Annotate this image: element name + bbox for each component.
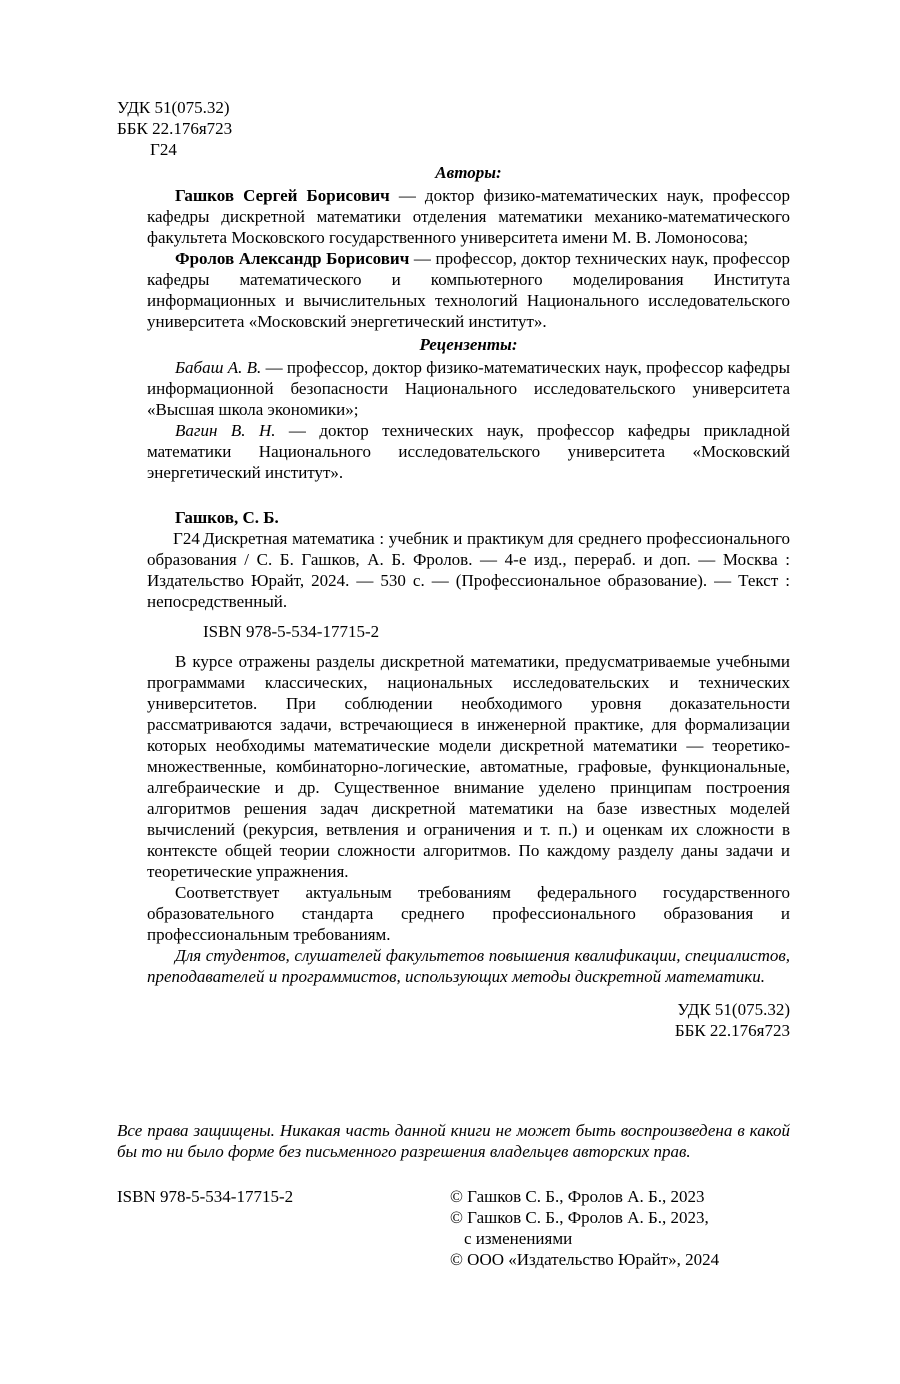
isbn-number-bottom: ISBN 978-5-534-17715-2 (117, 1187, 294, 1206)
annotation-paragraph: Соответствует актуальным требованиям федерального государственного образовательного стандарта среднего профессионального образования и профессиональным требованиям. (147, 883, 790, 944)
author-description: — доктор физико-математических наук, профессор кафедры дискретной математики отделения математики механико-математического факультета Московского государственного университета имени М. В. Ломоносова; (147, 186, 790, 247)
classification-codes (117, 97, 790, 160)
copyright-line: © ООО «Издательство Юрайт», 2024 (450, 1250, 720, 1269)
author-entry (147, 248, 790, 332)
reviewer-description: — доктор технических наук, профессор кафедры прикладной математики Национального исследовательского университета «Московский энергетический институт». (147, 421, 790, 482)
copyright-line: © Гашков С. Б., Фролов А. Б., 2023, (450, 1208, 709, 1227)
isbn-number: ISBN 978-5-534-17715-2 (203, 622, 380, 641)
reviewers-heading: Рецензенты: (419, 335, 518, 354)
bib-record-text: Дискретная математика : учебник и практикум для среднего профессионального образования / С. Б. Гашков, А. Б. Фролов. — 4-е изд., перераб. и доп. — Москва : Издательство Юрайт, 2024. — 530 с. — (Профессиональное образование). — Текст : непосредственный. (147, 529, 790, 611)
imprint-main-block (147, 162, 790, 1041)
bbk-code-bottom: ББК 22.176я723 (674, 1021, 790, 1040)
rights-notice: Все права защищены. Никакая часть данной книги не может быть воспроизведена в какой бы то ни было форме без письменного разрешения владельцев авторских прав. (117, 1121, 790, 1161)
author-name: Фролов Александр Борисович (175, 249, 410, 268)
bib-margin-code: Г24 (173, 529, 200, 548)
authors-heading: Авторы: (435, 163, 502, 182)
author-description: — профессор, доктор технических наук, профессор кафедры математического и компьютерного моделирования Института информационных и вычислительных технологий Национального исследовательского университета «Московский энергетический институт». (147, 249, 791, 331)
reviewer-entry (147, 357, 790, 420)
author-name: Гашков Сергей Борисович (175, 186, 390, 205)
classification-codes-bottom (147, 999, 790, 1041)
reviewer-name: Бабаш А. В. (175, 358, 262, 377)
bbk-code: ББК 22.176я723 (117, 119, 233, 138)
reviewer-name: Вагин В. Н. (175, 421, 276, 440)
copyright-block (450, 1186, 790, 1270)
copyright-cluster (117, 1120, 790, 1276)
copyright-line-continuation: с изменениями (464, 1229, 573, 1248)
imprint-bottom-row (117, 1186, 790, 1276)
bib-author-name: Гашков, С. Б. (175, 508, 279, 527)
udk-code: УДК 51(075.32) (117, 98, 230, 117)
author-entry (147, 185, 790, 248)
bib-record (147, 528, 790, 612)
udk-code-bottom: УДК 51(075.32) (677, 1000, 790, 1019)
annotation-audience-paragraph: Для студентов, слушателей факультетов повышения квалификации, специалистов, преподавателей и программистов, использующих методы дискретной математики. (147, 946, 790, 986)
copyright-line: © Гашков С. Б., Фролов А. Б., 2023 (450, 1187, 705, 1206)
reviewer-entry (147, 420, 790, 483)
author-sign-code: Г24 (150, 140, 177, 159)
reviewer-description: — профессор, доктор физико-математических наук, профессор кафедры информационной безопасности Национального исследовательского университета «Высшая школа экономики»; (147, 358, 790, 419)
annotation-block (147, 651, 790, 987)
annotation-paragraph: В курсе отражены разделы дискретной математики, предусматриваемые учебными программами классических, национальных исследовательских и технических университетов. При соблюдении необходимого уровня доказательности рассматриваются задачи, встречающиеся в инженерной практике, для формализации которых необходимы математические модели дискретной математики — теоретико-множественные, комбинаторно-логические, автоматные, графовые, функциональные, алгебраические и др. Существенное внимание уделено принципам построения алгоритмов решения задач дискретной математики на базе известных моделей вычислений (рекурсия, ветвления и ограничения и т. п.) и оценкам их сложности в контексте общей теории сложности алгоритмов. По каждому разделу даны задачи и теоретические упражнения. (147, 652, 790, 881)
